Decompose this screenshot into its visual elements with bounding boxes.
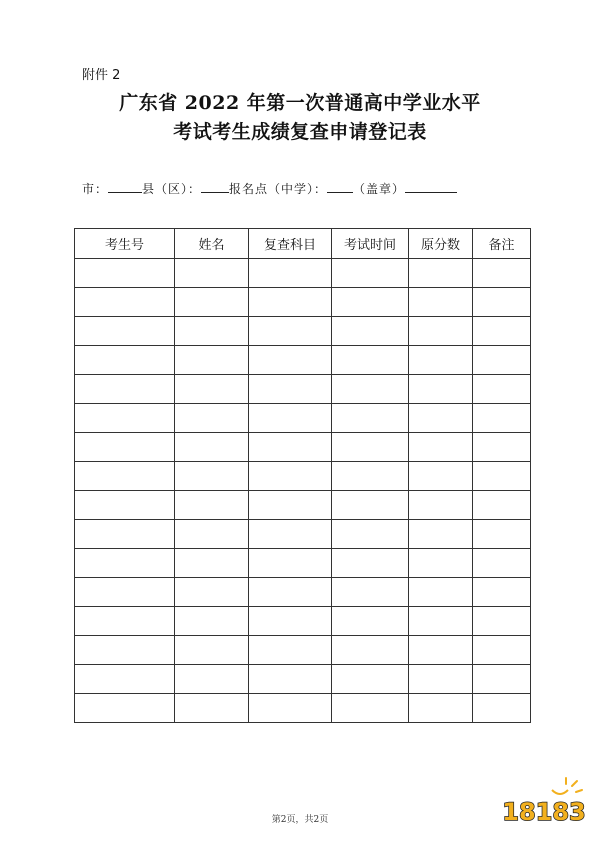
table-cell [332,578,409,607]
table-cell [249,491,332,520]
table-cell [409,375,473,404]
city-label: 市： [82,182,109,196]
applicant-info-line [82,180,457,197]
table-cell [332,433,409,462]
table-cell [249,404,332,433]
table-cell [175,346,249,375]
column-header-original-score: 原分数 [409,229,473,259]
table-cell [332,259,409,288]
table-cell [409,665,473,694]
table-cell [332,607,409,636]
table-row [75,578,531,607]
table-cell [175,636,249,665]
table-cell [473,375,531,404]
column-header-student-id: 考生号 [75,229,175,259]
seal-label: （盖章） [353,182,406,196]
table-cell [249,520,332,549]
site-watermark-logo [502,776,588,832]
table-cell [175,404,249,433]
table-cell [75,578,175,607]
table-row [75,433,531,462]
table-cell [249,375,332,404]
table-header-row [75,229,531,259]
column-header-exam-time: 考试时间 [332,229,409,259]
table-cell [332,317,409,346]
table-cell [473,607,531,636]
table-cell [409,520,473,549]
table-cell [409,549,473,578]
table-cell [332,549,409,578]
table-cell [332,694,409,723]
table-cell [473,694,531,723]
table-cell [473,491,531,520]
table-cell [175,433,249,462]
table-cell [175,520,249,549]
seal-trailing-blank [405,180,457,193]
table-cell [409,259,473,288]
table-cell [75,549,175,578]
document-title-line-1: 广东省 2022 年第一次普通高中学业水平 [119,92,481,114]
table-cell [409,491,473,520]
county-blank [108,180,142,193]
table-cell [75,346,175,375]
table-cell [473,636,531,665]
table-cell [175,259,249,288]
table-cell [75,462,175,491]
table-cell [473,520,531,549]
table-cell [175,578,249,607]
table-row [75,317,531,346]
table-cell [175,317,249,346]
table-cell [75,288,175,317]
document-title-line-2: 考试考生成绩复查申请登记表 [173,121,427,143]
table-row [75,375,531,404]
table-row [75,491,531,520]
table-cell [409,404,473,433]
smile-icon [552,790,568,794]
table-row [75,288,531,317]
table-cell [249,462,332,491]
table-cell [332,346,409,375]
table-cell [75,665,175,694]
table-cell [249,288,332,317]
seal-blank [327,180,353,193]
table-cell [473,578,531,607]
table-cell [332,665,409,694]
table-row [75,665,531,694]
table-cell [175,375,249,404]
table-cell [332,462,409,491]
table-cell [249,694,332,723]
table-cell [332,288,409,317]
site-label: 报名点（中学）： [229,182,328,196]
attachment-label: 附件 2 [82,68,121,83]
table-cell [409,694,473,723]
table-cell [175,491,249,520]
table-cell [75,694,175,723]
table-cell [332,520,409,549]
table-cell [175,665,249,694]
table-cell [249,607,332,636]
table-body [75,259,531,723]
table-row [75,636,531,665]
table-row [75,549,531,578]
column-header-remarks: 备注 [473,229,531,259]
table-row [75,607,531,636]
county-label: 县（区）： [142,182,202,196]
table-cell [175,288,249,317]
table-cell [75,375,175,404]
table-cell [175,462,249,491]
table-cell [332,375,409,404]
table-row [75,346,531,375]
table-cell [249,549,332,578]
column-header-name: 姓名 [175,229,249,259]
table-cell [473,346,531,375]
table-cell [75,636,175,665]
table-cell [249,665,332,694]
table-cell [473,462,531,491]
table-row [75,462,531,491]
table-cell [473,665,531,694]
table-cell [175,607,249,636]
table-cell [409,317,473,346]
table-cell [409,636,473,665]
column-header-review-subject: 复查科目 [249,229,332,259]
table-cell [75,404,175,433]
table-cell [409,346,473,375]
table-cell [409,433,473,462]
table-cell [75,491,175,520]
table-cell [409,607,473,636]
table-cell [473,549,531,578]
table-cell [473,404,531,433]
table-cell [409,288,473,317]
table-cell [75,259,175,288]
table-cell [473,317,531,346]
table-cell [409,462,473,491]
table-cell [409,578,473,607]
table-cell [332,491,409,520]
page-footer: 第2页，共2页 [271,815,329,825]
table-cell [473,288,531,317]
table-cell [249,259,332,288]
table-cell [75,433,175,462]
table-row [75,404,531,433]
sparkle-icon [566,778,582,792]
table-cell [175,694,249,723]
table-row [75,259,531,288]
table-cell [249,578,332,607]
table-cell [75,317,175,346]
table-cell [473,259,531,288]
table-cell [249,433,332,462]
table-cell [75,607,175,636]
table-row [75,520,531,549]
table-cell [249,346,332,375]
table-row [75,694,531,723]
table-cell [175,549,249,578]
registration-table [74,228,531,723]
table-cell [249,317,332,346]
table-cell [75,520,175,549]
table-cell [332,636,409,665]
watermark-logo-text: 18183 [502,798,586,826]
table-cell [332,404,409,433]
table-cell [249,636,332,665]
table-cell [473,433,531,462]
site-blank [201,180,229,193]
